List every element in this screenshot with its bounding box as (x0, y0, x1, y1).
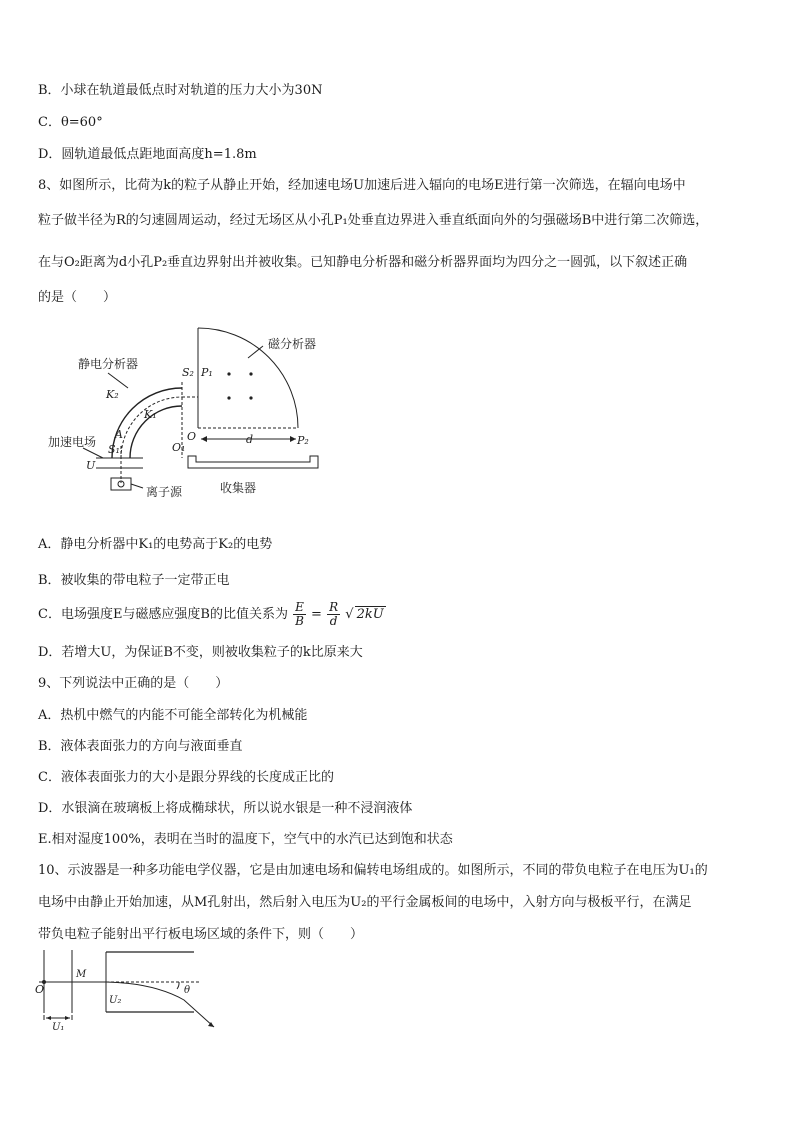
question-10-line-3: 带负电粒子能射出平行板电场区域的条件下，则（ ） (38, 927, 364, 942)
a-label: A (115, 428, 123, 441)
d-label: d (246, 433, 254, 446)
question-10-line-1: 10、示波器是一种多功能电学仪器，它是由加速电场和偏转电场组成的。如图所示，不同的带负电粒子在电压为U₁的 (38, 863, 708, 878)
q9-option-b: B．液体表面张力的方向与液面垂直 (38, 739, 243, 754)
question-8-line-1: 8、如图所示，比荷为k的粒子从静止开始，经加速电场U加速后进入辐向的电场E进行第一次筛选，在辐向电场中 (38, 178, 686, 193)
q8-option-c-text: C．电场强度E与磁感应强度B的比值关系为 (38, 607, 288, 622)
equals-sign: = (311, 607, 322, 622)
fig2-u2-label: U₂ (109, 995, 122, 1006)
electrostatic-label: 静电分析器 (78, 357, 139, 371)
q9-option-e: E.相对湿度100%，表明在当时的温度下，空气中的水汽已达到饱和状态 (38, 832, 453, 847)
collector-label: 收集器 (220, 481, 257, 495)
magnetic-label: 磁分析器 (268, 337, 317, 351)
question-8-line-2: 粒子做半径为R的匀速圆周运动，经过无场区从小孔P₁处垂直边界进入垂直纸面向外的匀强磁场B中进行第二次筛选， (38, 213, 709, 228)
q9-option-a: A．热机中燃气的内能不可能全部转化为机械能 (38, 708, 308, 723)
k1-label: K₁ (144, 408, 157, 421)
q8-option-d: D．若增大U，为保证B不变，则被收集粒子的k比原来大 (38, 645, 363, 660)
question-10-line-2: 电场中由静止开始加速，从M孔射出，然后射入电压为U₂的平行金属板间的电场中，入射方向与极板平行，在满足 (38, 895, 692, 910)
fig2-o-label: O (35, 983, 45, 996)
fig2-m-label: M (76, 969, 87, 980)
o-label: O (187, 430, 197, 443)
accel-label: 加速电场 (48, 435, 97, 449)
fraction-r-d: $\frac{R}{d}$ (329, 600, 339, 628)
o1-label: O₁ (172, 441, 186, 454)
p2-label: P₂ (297, 434, 309, 447)
s1-label: S₁ (108, 443, 120, 456)
q8-option-a: A．静电分析器中K₁的电势高于K₂的电势 (38, 537, 273, 552)
deflection-figure (34, 945, 234, 1037)
p1-label: P₁ (201, 366, 213, 379)
q8-option-c (38, 601, 386, 629)
spectrometer-figure (48, 318, 338, 508)
q9-option-c: C．液体表面张力的大小是跟分界线的长度成正比的 (38, 770, 334, 785)
fig2-u1-label: U₁ (52, 1022, 65, 1033)
sqrt-sign: √ (345, 607, 354, 622)
question-8-line-3: 在与O₂距离为d小孔P₂垂直边界射出并被收集。已知静电分析器和磁分析器界面均为四分之一圆弧，以下叙述正确 (38, 255, 688, 270)
question-8-line-4: 的是（ ） (38, 290, 117, 305)
option-d-line: D．圆轨道最低点距地面高度h=1.8m (38, 147, 257, 162)
option-c-line: C．θ=60° (38, 115, 103, 130)
option-b-line: B．小球在轨道最低点时对轨道的压力大小为30N (38, 83, 323, 98)
k2-label: K₂ (106, 388, 119, 401)
fraction-e-b: $\frac{E}{B}$ (295, 600, 304, 628)
source-label: 离子源 (146, 485, 183, 499)
q9-option-d: D．水银滴在玻璃板上将成椭球状，所以说水银是一种不浸润液体 (38, 801, 413, 816)
s2-label: S₂ (182, 366, 194, 379)
fig2-theta-label: θ (184, 985, 191, 996)
sqrt-content: 2kU (356, 607, 384, 622)
question-9: 9、下列说法中正确的是（ ） (38, 676, 229, 691)
u-label: U (86, 459, 96, 472)
q8-option-b: B．被收集的带电粒子一定带正电 (38, 573, 230, 588)
